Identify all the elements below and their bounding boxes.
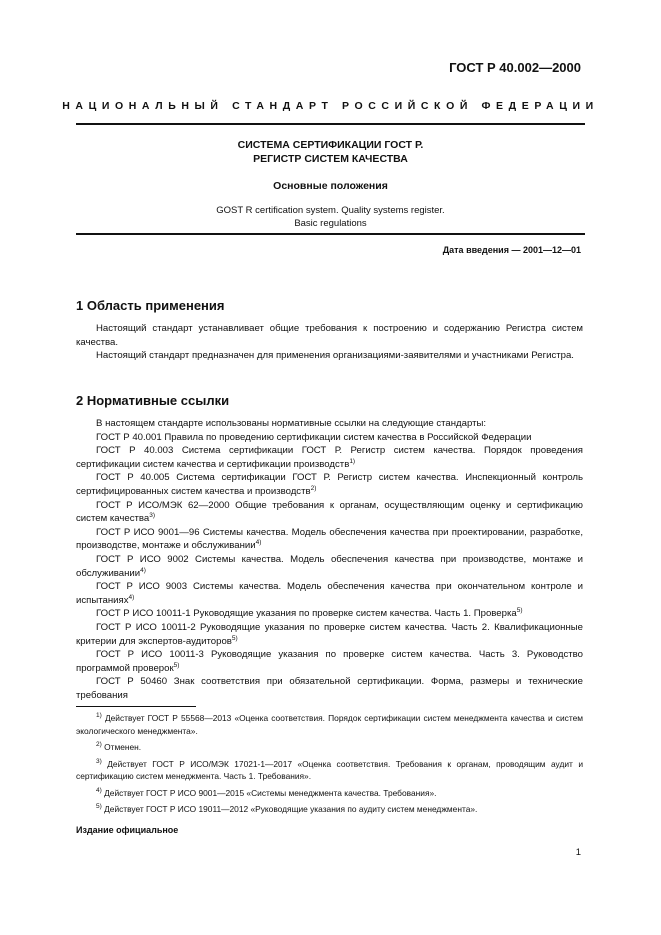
section-1-heading: 1 Область применения xyxy=(76,298,225,313)
english-title-line-2: Basic regulations xyxy=(294,218,367,229)
paragraph: Настоящий стандарт предназначен для применения организациями-заявителями и участниками Регистра. xyxy=(96,350,574,362)
footnote: $^{5)}$ Действует ГОСТ Р ИСО 19011—2012 «Руководящие указания по аудиту систем менеджмента». xyxy=(96,803,478,814)
reference-item: ГОСТ Р ИСО 9001—96 Системы качества. Модель обеспечения качества при проектировании, разработке, производстве, монтаже и обслуживании$^{4)}$ xyxy=(76,526,583,552)
footnote-separator xyxy=(76,706,196,707)
title-bottom-rule xyxy=(76,233,585,235)
page-number: 1 xyxy=(575,847,581,858)
reference-item: ГОСТ Р 40.001 Правила по проведению сертификации систем качества в Российской Федерации xyxy=(96,431,532,443)
footnote: $^{1)}$ Действует ГОСТ Р 55568—2013 «Оценка соответствия. Порядок сертификации систем менеджмента качества и систем экологического менеджмента». xyxy=(76,712,583,736)
reference-item: ГОСТ Р 40.003 Система сертификации ГОСТ Р. Регистр систем качества. Порядок проведения сертификации систем качества и сертификации производств$^{1)}$ xyxy=(76,445,583,470)
reference-item: ГОСТ Р ИСО 9002 Системы качества. Модель обеспечения качества при производстве, монтаже и обслуживании$^{4)}$ xyxy=(76,553,583,579)
reference-item: ГОСТ Р 40.005 Система сертификации ГОСТ Р. Регистр систем качества. Инспекционный контроль сертифицированных систем качества и производств$^{2)}$ xyxy=(76,472,583,497)
footnotes xyxy=(76,712,583,820)
introduction-date: Дата введения — 2001—12—01 xyxy=(442,245,581,255)
footnote: $^{4)}$ Действует ГОСТ Р ИСО 9001—2015 «Системы менеджмента качества. Требования». xyxy=(96,786,437,798)
title-line-1: СИСТЕМА СЕРТИФИКАЦИИ ГОСТ Р. xyxy=(237,139,424,151)
footnote: $^{2)}$ Отменен. xyxy=(96,741,142,752)
paragraph: В настоящем стандарте использованы нормативные ссылки на следующие стандарты: xyxy=(96,418,487,429)
national-standard-heading: НАЦИОНАЛЬНЫЙ СТАНДАРТ РОССИЙСКОЙ ФЕДЕРАЦИИ xyxy=(62,100,599,112)
top-rule xyxy=(76,123,585,125)
reference-item: ГОСТ Р ИСО 10011-3 Руководящие указания по проверке систем качества. Часть 3. Руководство программой проверок$^{5)}$ xyxy=(76,649,583,674)
title-block xyxy=(76,138,585,230)
section-1-body xyxy=(76,322,583,363)
reference-item: ГОСТ Р 50460 Знак соответствия при обязательной сертификации. Форма, размеры и технические требования xyxy=(76,676,583,701)
document-code: ГОСТ Р 40.002—2000 xyxy=(449,60,581,75)
section-2-heading: 2 Нормативные ссылки xyxy=(76,393,230,408)
subtitle: Основные положения xyxy=(273,180,388,192)
reference-item: ГОСТ Р ИСО 10011-2 Руководящие указания по проверке систем качества. Часть 2. Квалификационные критерии для экспертов-аудиторов$^{5)}$ xyxy=(76,621,583,647)
paragraph: Настоящий стандарт устанавливает общие требования к построению и содержанию Регистра систем качества. xyxy=(76,323,583,348)
title-line-2: РЕГИСТР СИСТЕМ КАЧЕСТВА xyxy=(253,153,408,165)
section-2-body xyxy=(76,417,583,702)
reference-item: ГОСТ Р ИСО 9003 Системы качества. Модель обеспечения качества при окончательном контроле и испытаниях$^{4)}$ xyxy=(76,581,583,606)
reference-item: ГОСТ Р ИСО 10011-1 Руководящие указания по проверке систем качества. Часть 1. Проверка$^{5)}$ xyxy=(96,607,523,620)
english-title-line-1: GOST R certification system. Quality systems register. xyxy=(216,205,445,216)
footnote: $^{3)}$ Действует ГОСТ Р ИСО/МЭК 17021-1—2017 «Оценка соответствия. Требования к органам, проводящим аудит и сертификацию систем менеджмента. Часть 1. Требования». xyxy=(76,757,583,781)
official-edition-label: Издание официальное xyxy=(76,825,179,835)
reference-item: ГОСТ Р ИСО/МЭК 62—2000 Общие требования к органам, осуществляющим оценку и сертификацию систем качества$^{3)}$ xyxy=(76,499,583,525)
